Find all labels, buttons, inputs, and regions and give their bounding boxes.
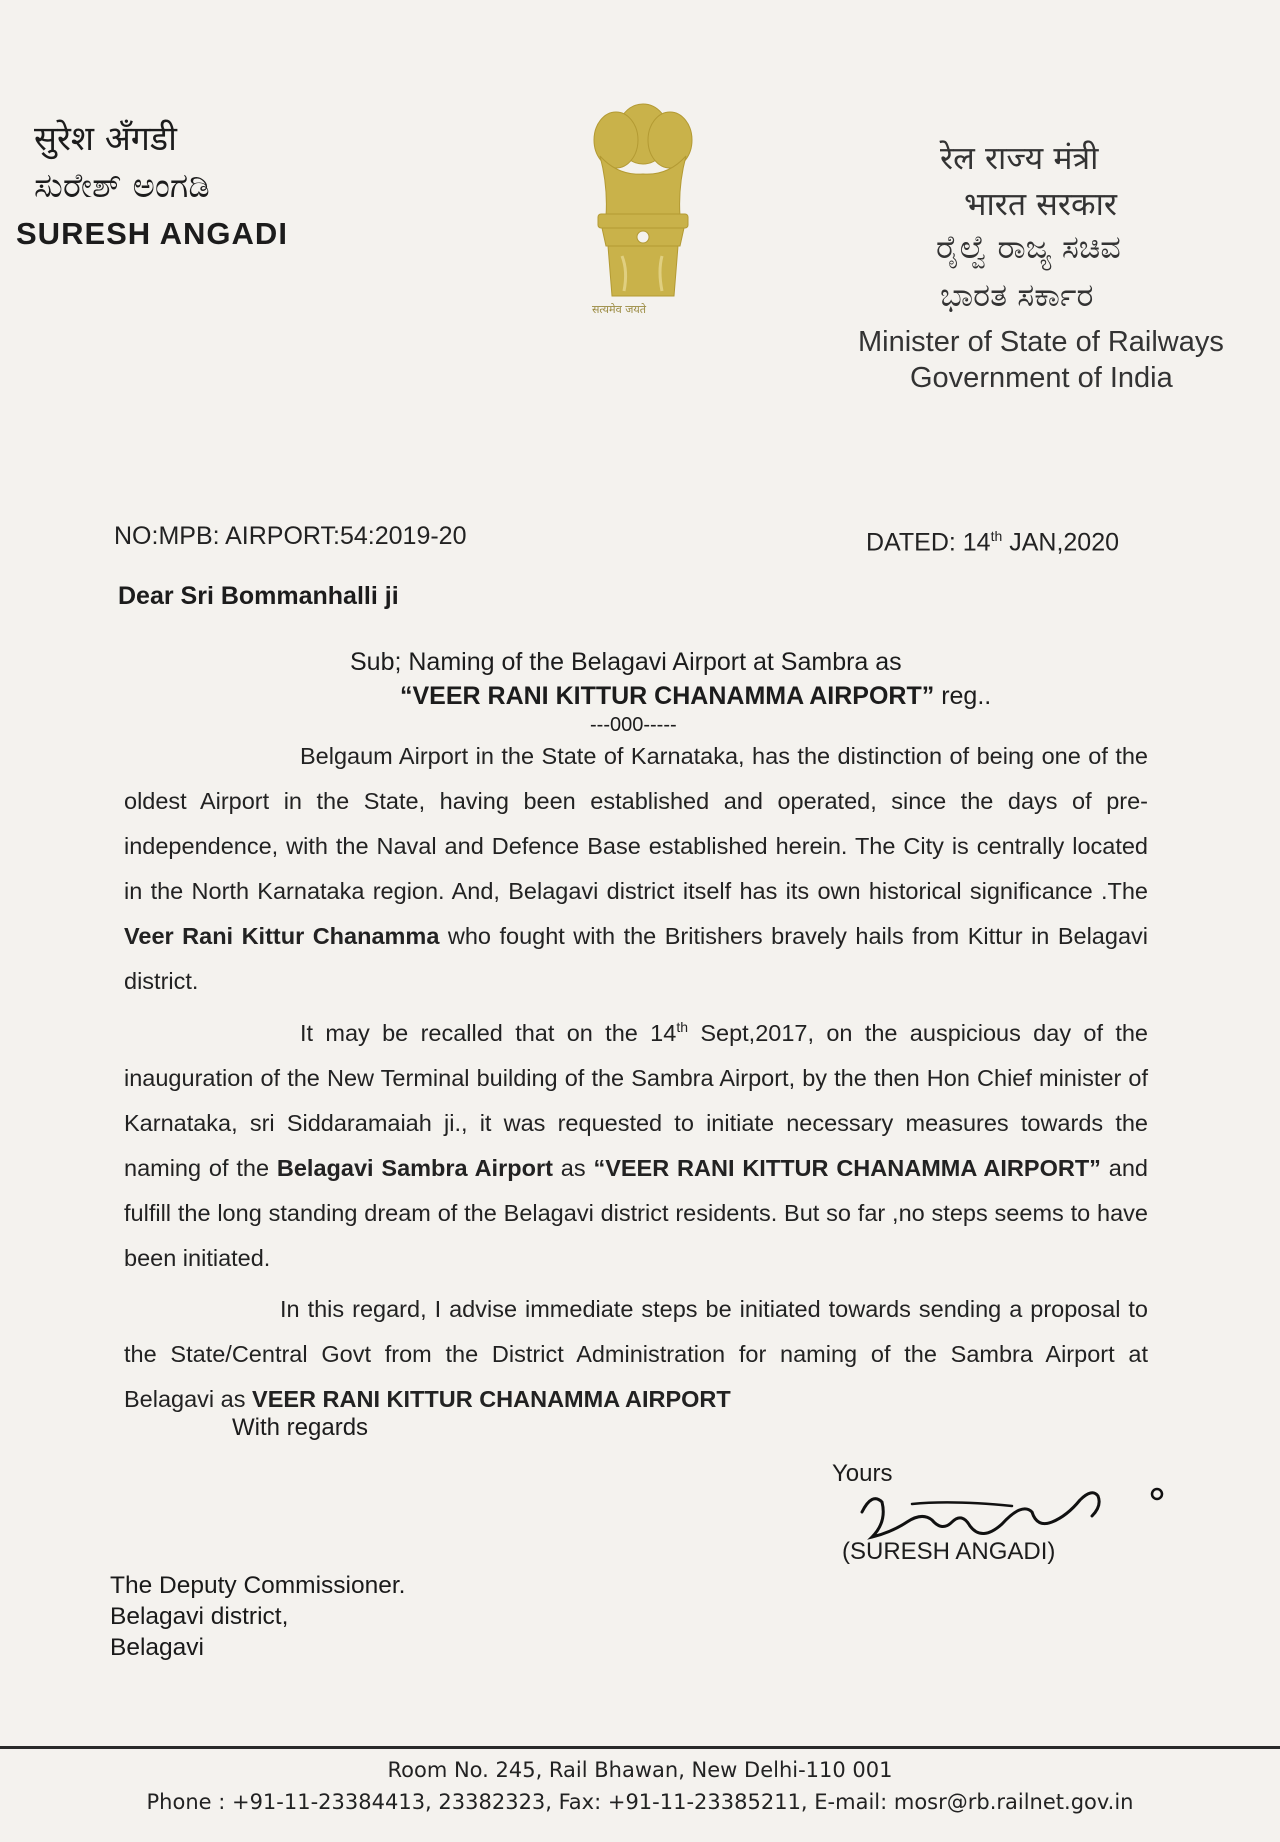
salutation: Dear Sri Bommanhalli ji — [118, 582, 399, 610]
title-english: Minister of State of Railways — [858, 326, 1224, 358]
date-prefix: DATED: 14 — [866, 528, 991, 557]
p3-text-a: In this regard, I advise immediate steps be initiated towards sending a proposal to the State/Central Govt from the District Administration for naming of the Sambra Airport at Belagavi as — [124, 1295, 1148, 1412]
govt-kannada: ಭಾರತ ಸರ್ಕಾರ — [940, 276, 1094, 314]
emblem-caption: सत्यमेव जयते — [592, 303, 647, 316]
paragraph-2 — [124, 1005, 1148, 1281]
date-sup: th — [990, 528, 1003, 544]
with-regards: With regards — [232, 1414, 369, 1441]
reference-number: NO:MPB: AIRPORT:54:2019-20 — [114, 522, 467, 550]
p2-bold-2: “VEER RANI KITTUR CHANAMMA AIRPORT” — [593, 1154, 1101, 1181]
paragraph-3 — [124, 1287, 1148, 1422]
yours: Yours — [832, 1460, 893, 1487]
letter-date — [866, 528, 1119, 557]
addressee-line-2: Belagavi district, — [110, 1603, 289, 1630]
name-hindi: सुरेश अँगडी — [34, 119, 177, 159]
signatory-name: (SURESH ANGADI) — [842, 1538, 1056, 1565]
addressee — [110, 1570, 405, 1663]
p1-bold: Veer Rani Kittur Chanamma — [124, 923, 440, 949]
letter-body — [124, 734, 1148, 1422]
p2-text-d: and fulfill the long standing dream of the Belagavi district residents. But so far ,no steps seems to have been initiated. — [124, 1154, 1148, 1271]
p1-text-a: Belgaum Airport in the State of Karnataka, has the distinction of being one of the oldest Airport in the State, having been established and operated, since the days of pre-independence, with the Naval and Defence Base established herein. The City is centrally located in the North Karnataka region. And, Belagavi district itself has its own historical significance .The — [124, 743, 1148, 904]
addressee-line-3: Belagavi — [110, 1634, 204, 1661]
name-english: SURESH ANGADI — [16, 216, 288, 251]
title-hindi: रेल राज्य मंत्री — [940, 139, 1099, 177]
p2-bold-1: Belagavi Sambra Airport — [276, 1154, 553, 1181]
paragraph-1 — [124, 734, 1148, 1004]
govt-hindi: भारत सरकार — [964, 185, 1117, 223]
p3-bold: VEER RANI KITTUR CHANAMMA AIRPORT — [252, 1385, 731, 1412]
subject-reg: reg.. — [934, 682, 992, 710]
national-emblem-icon — [578, 96, 708, 318]
p2-text-a: It may be recalled that on the 14 — [300, 1019, 677, 1046]
p2-text-b: Sept,2017, on the auspicious day of the inauguration of the New Terminal building of the Sambra Airport, by the then Hon Chief minister of Karnataka, sri Siddaramaiah ji., it was requested to initiate necessary measures towards the naming of the — [124, 1019, 1148, 1181]
footer-contact: Phone : +91-11-23384413, 23382323, Fax: +91-11-23385211, E-mail: mosr@rb.railnet.gov.in — [146, 1790, 1134, 1814]
p1-text-b: who fought with the Britishers bravely hails from Kittur in Belagavi district. — [124, 923, 1148, 994]
p2-text-c: as — [552, 1154, 594, 1181]
date-suffix: JAN,2020 — [1002, 528, 1120, 557]
title-kannada: ರೈಲ್ವೆ ರಾಜ್ಯ ಸಚಿವ — [936, 228, 1121, 266]
subject-airport-name: “VEER RANI KITTUR CHANAMMA AIRPORT” — [400, 682, 935, 710]
subject-separator: ---000----- — [590, 714, 677, 736]
p2-sup: th — [676, 1019, 689, 1035]
govt-english: Government of India — [910, 362, 1173, 394]
subject-line-2 — [400, 682, 991, 711]
footer-rule — [0, 1746, 1280, 1749]
subject-line-1: Sub; Naming of the Belagavi Airport at Sambra as — [350, 648, 902, 676]
name-kannada: ಸುರೇಶ್ ಅಂಗಡಿ — [34, 166, 210, 206]
footer-address: Room No. 245, Rail Bhawan, New Delhi-110 001 — [387, 1758, 893, 1782]
addressee-line-1: The Deputy Commissioner. — [110, 1572, 406, 1599]
